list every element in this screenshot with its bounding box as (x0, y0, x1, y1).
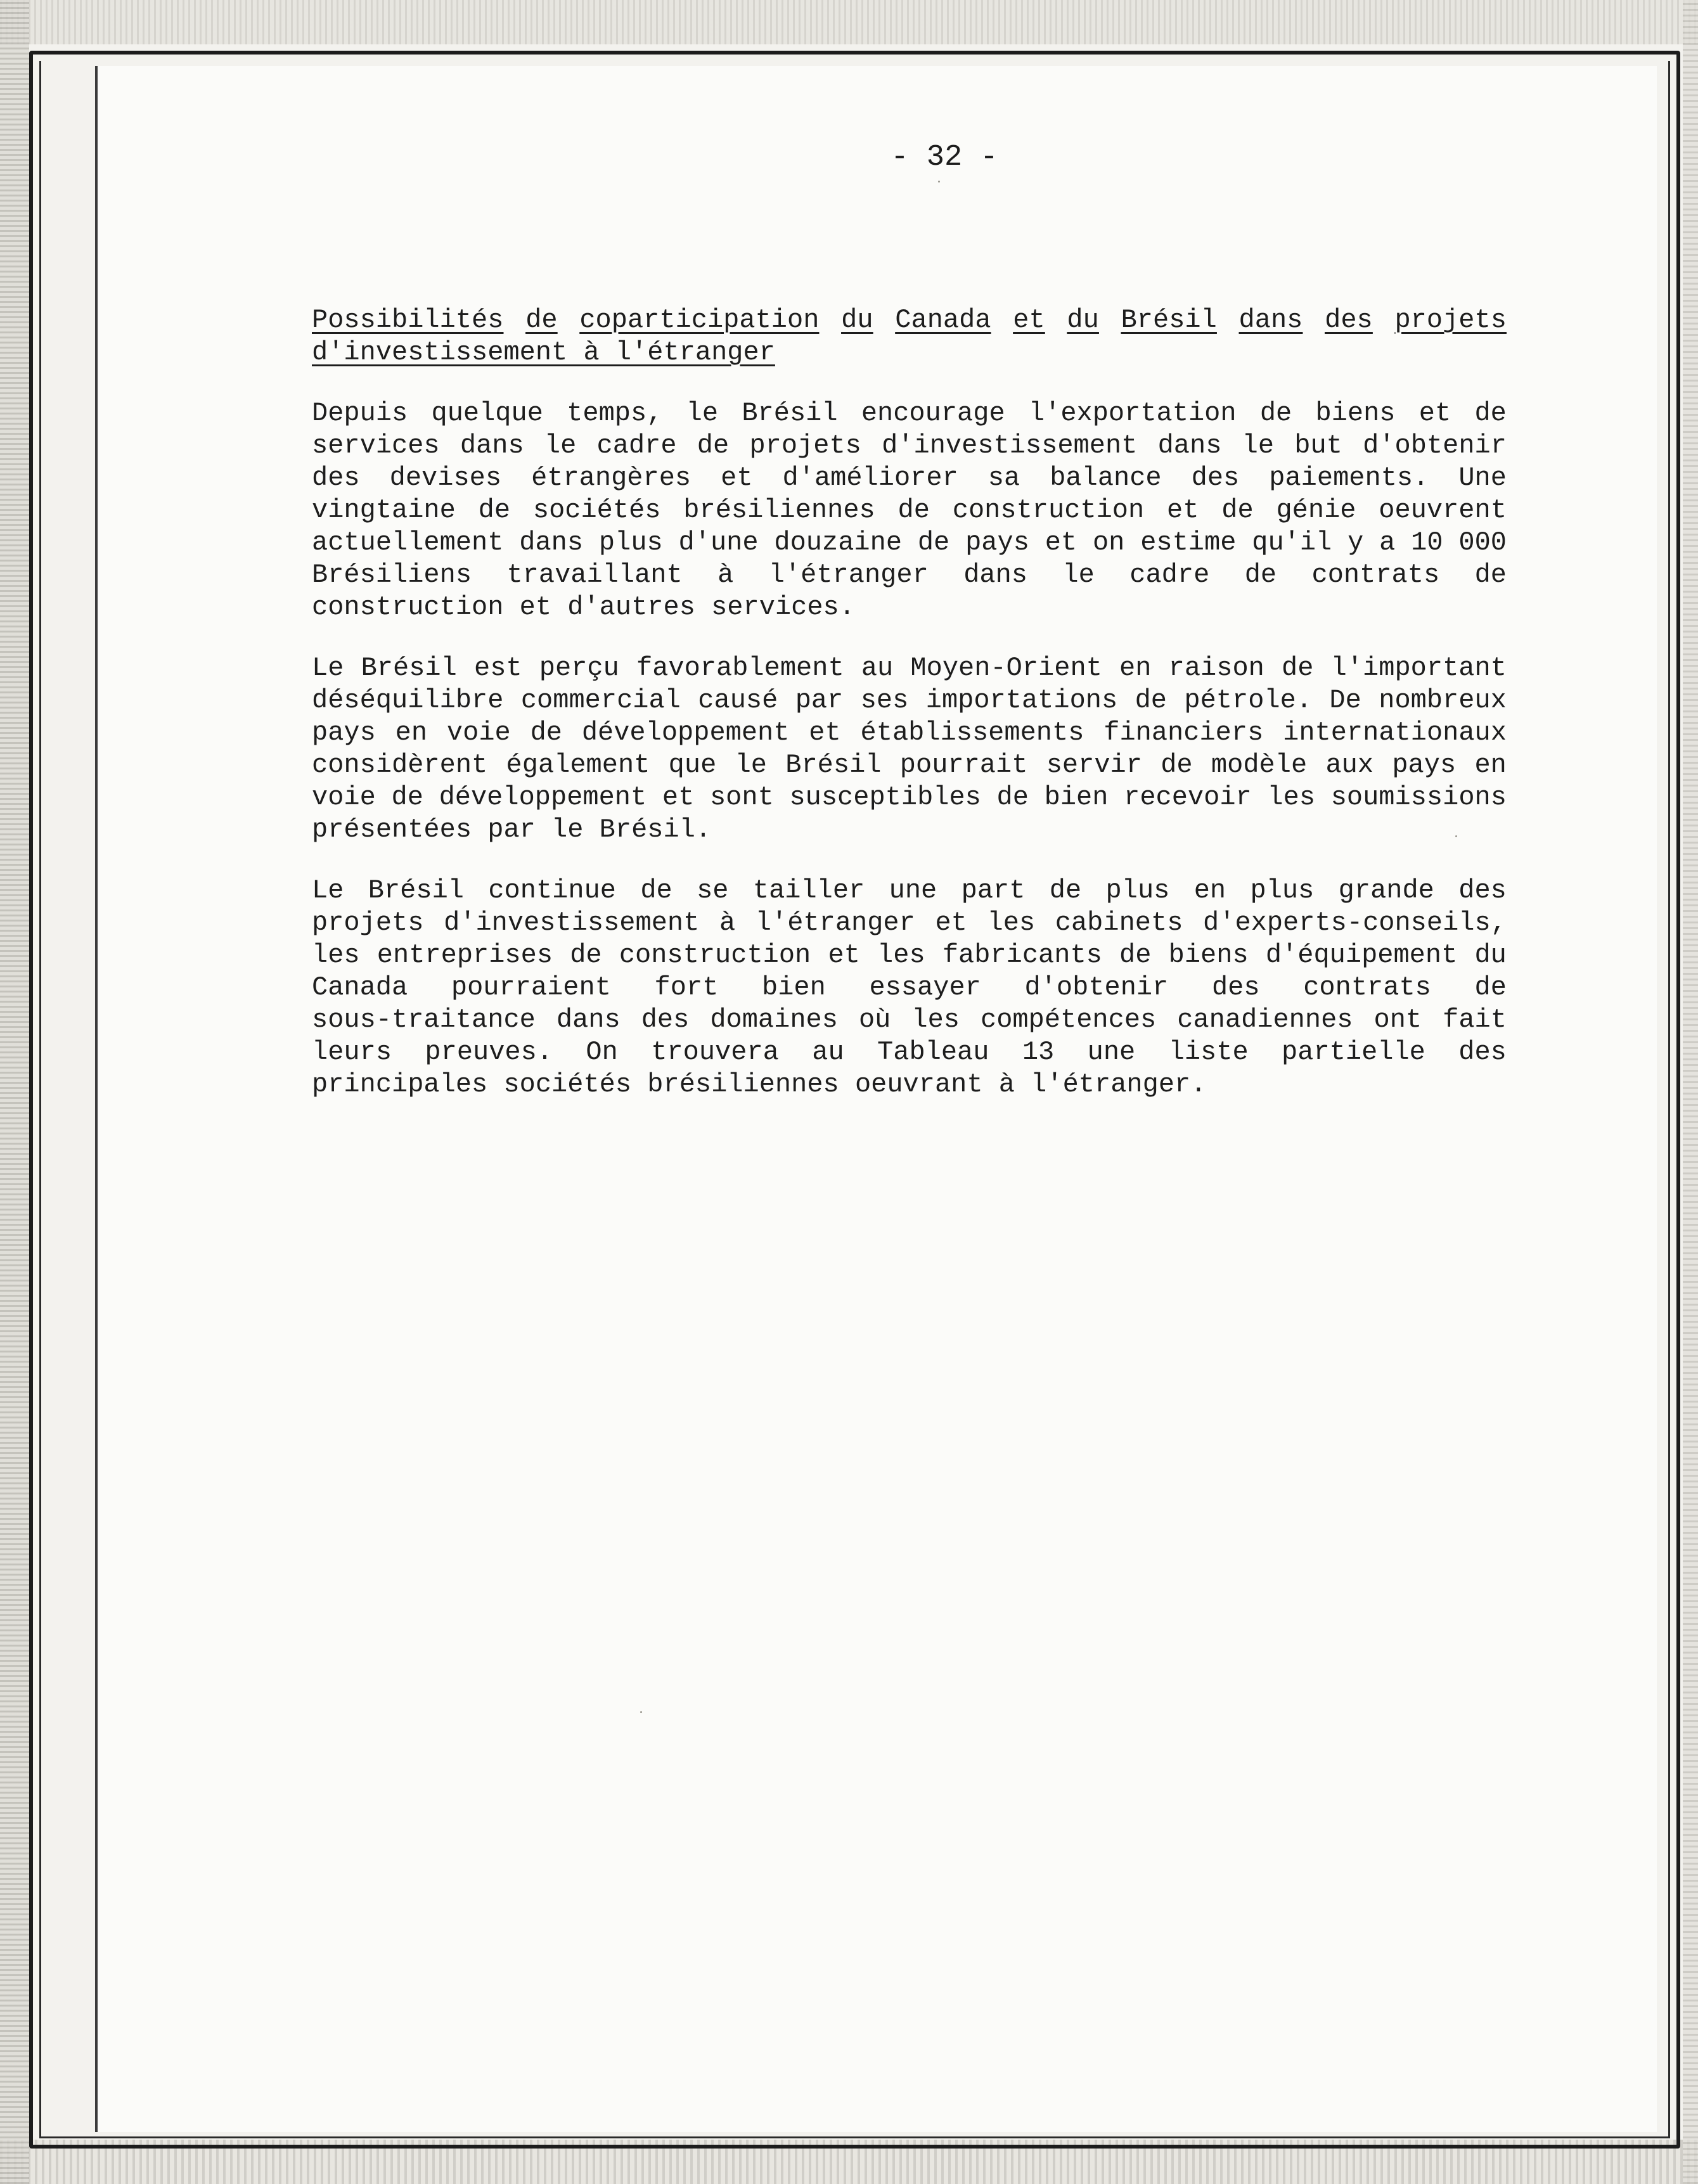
word: preuves. (425, 1037, 553, 1067)
word: au (812, 1037, 844, 1067)
word: trouvera (651, 1037, 779, 1067)
word: pétrole. (1184, 685, 1313, 716)
word: et (935, 908, 967, 938)
word: 000 (1458, 527, 1507, 558)
word: importations (925, 685, 1118, 716)
word: Brésil (785, 750, 882, 780)
word: des (1211, 972, 1260, 1003)
heading-line-1 (312, 304, 1507, 337)
word: brésiliennes (683, 495, 875, 525)
word: du (1067, 305, 1099, 335)
word: modèle (1211, 750, 1308, 780)
word: nombreux (1379, 685, 1507, 716)
word: de (530, 717, 562, 748)
word: Brésiliens (312, 560, 472, 590)
word: continue (488, 875, 616, 906)
word: biens (1168, 940, 1249, 970)
word: Le (312, 653, 344, 683)
word: contrats (1311, 560, 1440, 590)
paragraph-line (312, 559, 1507, 591)
paragraph-line (312, 749, 1507, 781)
word: travaillant (506, 560, 683, 590)
word: de (996, 782, 1029, 813)
word: de (640, 875, 672, 906)
word: de (1119, 940, 1152, 970)
word: également (506, 750, 650, 780)
word: but (1294, 430, 1342, 461)
word: de (1244, 560, 1277, 590)
word: Canada (895, 305, 991, 335)
section-heading (312, 304, 1507, 369)
word: une (1087, 1037, 1136, 1067)
word: le (1062, 560, 1095, 590)
word: une (889, 875, 937, 906)
word: projets (1394, 305, 1507, 335)
word: d'obtenir (1363, 430, 1507, 461)
word: cadre (596, 430, 677, 461)
word: de (1161, 750, 1193, 780)
word: les (987, 908, 1036, 938)
word: Possibilités (312, 305, 504, 335)
word: perçu (539, 653, 619, 683)
word: contrats (1303, 972, 1431, 1003)
word: plus (1105, 875, 1170, 906)
scan-speck (1455, 835, 1457, 837)
word: de (1135, 685, 1167, 716)
word: de (1049, 875, 1082, 906)
paragraph-line (312, 1004, 1507, 1036)
word: cabinets (1055, 908, 1183, 938)
word: d'obtenir (1024, 972, 1169, 1003)
word: services (312, 430, 440, 461)
word: sont (709, 782, 774, 813)
word: recevoir (1124, 782, 1252, 813)
paragraph-line (312, 397, 1507, 430)
paragraph-line (312, 430, 1507, 462)
word: sa (987, 463, 1020, 493)
word: causé (698, 685, 778, 716)
word: cadre (1129, 560, 1210, 590)
word: servir (1046, 750, 1142, 780)
scan-edge-top (0, 0, 1698, 44)
word: 10 (1411, 527, 1443, 558)
word: de (917, 527, 950, 558)
word: raison (1168, 653, 1264, 683)
word: part (961, 875, 1026, 906)
word: génie (1276, 495, 1356, 525)
word: sous-traitance (312, 1005, 536, 1035)
word: fabricants (942, 940, 1102, 970)
word: pays (965, 527, 1029, 558)
paragraph-line (312, 781, 1507, 814)
word: fort (654, 972, 719, 1003)
word: oeuvrent (1379, 495, 1507, 525)
word: à (719, 908, 736, 938)
word: l'étranger (755, 908, 915, 938)
paragraph-line (312, 684, 1507, 717)
word: vingtaine (312, 495, 456, 525)
word: en (1474, 750, 1507, 780)
word: financiers (1103, 717, 1264, 748)
word: coparticipation (579, 305, 820, 335)
word: des (641, 1005, 690, 1035)
word: dans (1157, 430, 1222, 461)
word: y (1347, 527, 1364, 558)
word: actuellement (312, 527, 504, 558)
word: d'améliorer (782, 463, 958, 493)
word: canadiennes (1177, 1005, 1353, 1035)
word: dans (1238, 305, 1303, 335)
scan-speck (640, 1711, 642, 1713)
word: des (1191, 463, 1240, 493)
word: on (1092, 527, 1125, 558)
word: Une (1458, 463, 1507, 493)
word: de (1282, 653, 1314, 683)
paragraph-line (312, 972, 1507, 1004)
word: entreprises (376, 940, 553, 970)
word: pays (1392, 750, 1457, 780)
word: susceptibles (789, 782, 981, 813)
word: soumissions (1330, 782, 1507, 813)
word: en (395, 717, 428, 748)
word: établissements (860, 717, 1084, 748)
word: internationaux (1283, 717, 1507, 748)
word: de (1221, 495, 1254, 525)
scan-speck (938, 181, 940, 183)
word: le (1242, 430, 1275, 461)
paragraph-line (312, 939, 1507, 972)
word: dans (556, 1005, 621, 1035)
word: d'investissement (882, 430, 1138, 461)
word: projets (749, 430, 861, 461)
word: le (544, 430, 577, 461)
heading-line-2 (312, 337, 1507, 369)
word: les (1267, 782, 1316, 813)
word: fait (1443, 1005, 1507, 1035)
word: Brésil (368, 875, 464, 906)
document-body (312, 304, 1507, 1101)
word: paiements. (1269, 463, 1429, 493)
paragraph-1 (312, 397, 1507, 624)
word: de (1474, 398, 1507, 428)
word: Brésil (742, 398, 838, 428)
word: liste (1168, 1037, 1249, 1067)
paragraph-line: principales sociétés brésiliennes oeuvrant à l'étranger. (312, 1069, 1207, 1100)
word: de (1259, 398, 1292, 428)
word: Brésil (1121, 305, 1217, 335)
word: de (897, 495, 930, 525)
paragraph-line (312, 875, 1507, 907)
word: On (586, 1037, 618, 1067)
word: l'important (1330, 653, 1507, 683)
scan-edge-right (1683, 0, 1698, 2184)
word: et (1418, 398, 1451, 428)
word: partielle (1282, 1037, 1425, 1067)
word: dans (963, 560, 1028, 590)
paragraph-line (312, 1036, 1507, 1069)
word: dans (460, 430, 524, 461)
word: quelque (431, 398, 543, 428)
word: compétences (981, 1005, 1157, 1035)
word: temps, (567, 398, 663, 428)
word: essayer (869, 972, 981, 1003)
paragraph-2 (312, 652, 1507, 846)
paragraph-line: présentées par le Brésil. (312, 814, 712, 845)
word: bien (761, 972, 826, 1003)
word: aux (1325, 750, 1374, 780)
word: grande (1338, 875, 1434, 906)
word: et (662, 782, 695, 813)
word: de (1474, 972, 1507, 1003)
word: d'équipement (1265, 940, 1458, 970)
word: pourraient (451, 972, 611, 1003)
word: voie (312, 782, 376, 813)
word: plus (1250, 875, 1315, 906)
word: qu'il (1252, 527, 1332, 558)
word: l'étranger (768, 560, 929, 590)
word: le (686, 398, 719, 428)
word: que (668, 750, 717, 780)
page-number: - 32 - (891, 141, 998, 174)
word: des (1325, 305, 1373, 335)
word: dans (519, 527, 584, 558)
word: du (841, 305, 873, 335)
word: leurs (312, 1037, 392, 1067)
word: projets (312, 908, 424, 938)
paragraph-line: construction et d'autres services. (312, 592, 855, 622)
word: encourage (861, 398, 1005, 428)
word: de (570, 940, 602, 970)
paragraph-line (312, 494, 1507, 527)
word: d'investissement (444, 908, 700, 938)
word: est (474, 653, 522, 683)
word: de (391, 782, 423, 813)
word: déséquilibre (312, 685, 504, 716)
word: biens (1315, 398, 1396, 428)
word: par (795, 685, 844, 716)
word: développement (439, 782, 647, 813)
word: des (1458, 875, 1507, 906)
word: tailler (752, 875, 865, 906)
word: en (1119, 653, 1152, 683)
word: estime (1140, 527, 1237, 558)
word: pourrait (899, 750, 1028, 780)
word: de (478, 495, 511, 525)
word: où (858, 1005, 891, 1035)
word: le (735, 750, 767, 780)
paragraph-line (312, 717, 1507, 749)
word: Canada (312, 972, 408, 1003)
word: et (1167, 495, 1199, 525)
word: a (1379, 527, 1396, 558)
word: à (717, 560, 734, 590)
word: les (312, 940, 360, 970)
word: d'une (678, 527, 759, 558)
word: construction (619, 940, 811, 970)
word: commercial (520, 685, 681, 716)
word: se (697, 875, 729, 906)
word: les (911, 1005, 960, 1035)
word: l'exportation (1028, 398, 1237, 428)
word: Tableau (877, 1037, 989, 1067)
word: voie (446, 717, 511, 748)
word: pays (312, 717, 376, 748)
paragraph-line (312, 907, 1507, 939)
word: sociétés (532, 495, 661, 525)
paragraph-line (312, 527, 1507, 559)
word: de (697, 430, 730, 461)
word: étrangères (531, 463, 691, 493)
word: et (1013, 305, 1045, 335)
word: Depuis (312, 398, 408, 428)
word: ses (860, 685, 909, 716)
word: et (828, 940, 860, 970)
word: d'experts-conseils, (1203, 908, 1507, 938)
word: considèrent (312, 750, 488, 780)
word: de (525, 305, 558, 335)
word: ont (1373, 1005, 1422, 1035)
word: et (1045, 527, 1077, 558)
word: balance (1050, 463, 1162, 493)
word: en (1193, 875, 1226, 906)
word: De (1329, 685, 1361, 716)
paragraph-line (312, 652, 1507, 684)
paragraph-line (312, 462, 1507, 494)
word: de (1474, 560, 1507, 590)
word: développement (581, 717, 790, 748)
word: et (809, 717, 841, 748)
word: favorablement (636, 653, 844, 683)
word: plus (598, 527, 663, 558)
word: domaines (710, 1005, 838, 1035)
word: bien (1044, 782, 1109, 813)
word: des (312, 463, 360, 493)
word: au (861, 653, 894, 683)
word: 13 (1022, 1037, 1055, 1067)
word: les (877, 940, 925, 970)
word: du (1474, 940, 1507, 970)
scan-edge-left (0, 0, 29, 2184)
word: devises (389, 463, 502, 493)
word: Brésil (361, 653, 457, 683)
word: Moyen-Orient (910, 653, 1102, 683)
heading-line-2-text: d'investissement à l'étranger (312, 337, 775, 368)
word: Le (312, 875, 344, 906)
paragraph-3 (312, 875, 1507, 1101)
word: et (721, 463, 753, 493)
word: douzaine (774, 527, 903, 558)
word: des (1458, 1037, 1507, 1067)
word: construction (952, 495, 1145, 525)
